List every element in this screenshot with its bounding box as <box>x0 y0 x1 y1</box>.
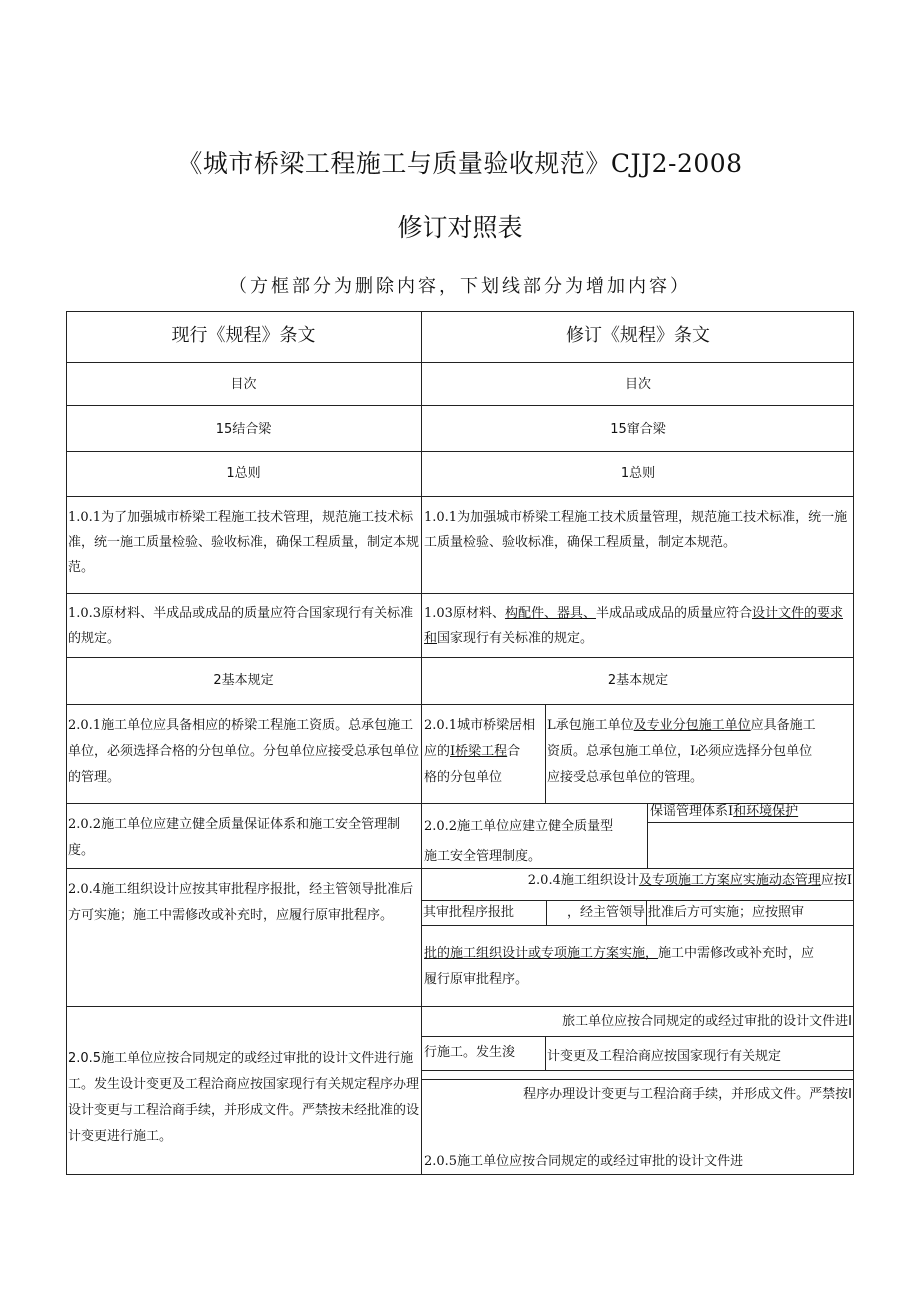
clause-202-revised-bot: 施工安全管理制度。 <box>424 849 542 864</box>
clause-205-revised-line3: 程序办理设计变更与工程洽商手续，并形成文件。严禁按I <box>523 1087 852 1102</box>
text-line: 2.0.1城市桥梁居相 <box>424 718 536 733</box>
table-rule <box>422 1070 854 1071</box>
text-segment: 1.03原材料、 <box>424 606 505 621</box>
text-segment: 2.0.4施工组织设计 <box>527 873 639 888</box>
clause-205-revised-line1: 旅工单位应按合同规定的或经过审批的设计文件进I <box>562 1014 852 1029</box>
clause-101-revised: 1.0.1为加强城市桥梁工程施工技术质量管理，规范施工技术标准，统一施工质量检验、验收标准，确保工程质量，制定本规范。 <box>424 510 848 550</box>
text-segment: L承包施工单位 <box>547 718 634 733</box>
clause-205-current: 2.0.5施工单位应按合同规定的或经过审批的设计文件进行施工。发生设计变更及工程洽商应按国家现行有关规定程序办理设计变更与工程洽商手续，并形成文件。严禁按未经批准的设计变更进行施工。 <box>68 1051 420 1144</box>
document-note: （方框部分为删除内容，下划线部分为增加内容） <box>229 276 691 297</box>
table-rule <box>66 657 854 658</box>
clause-202-revised-top <box>650 800 852 824</box>
chapter1-left: 1总则 <box>226 466 261 481</box>
table-rule <box>66 405 854 406</box>
clause-204-revised-line4: 履行原审批程序。 <box>424 972 529 987</box>
clause-103-revised <box>424 601 852 651</box>
table-rule <box>422 925 854 926</box>
clause-201-revised-b <box>547 713 853 791</box>
row-15-left: 15结合梁 <box>215 422 272 437</box>
clause-204-revised-line2a: 其审批程序报批 <box>423 905 515 920</box>
added-text: 及专业分包施工单位 <box>633 718 751 733</box>
chapter1-right: 1总则 <box>620 466 656 481</box>
table-rule <box>545 704 546 803</box>
text-segment: 国家现行有关标准的规定。 <box>437 631 594 646</box>
clause-202-revised-mid: 2.0.2施工单位应建立健全质量型 <box>424 819 614 834</box>
table-rule <box>422 1036 854 1037</box>
row-15-right: 15窜合梁 <box>610 422 666 437</box>
clause-204-current: 2.0.4施工组织设计应按其审批程序报批，经主管领导批准后方可实施；施工中需修改或补充时，应履行原审批程序。 <box>68 882 414 923</box>
clause-204-revised-line3 <box>424 942 854 966</box>
added-text: I桥梁工程 <box>450 744 508 759</box>
text-segment: 应按I <box>820 873 852 888</box>
table-rule <box>66 362 854 363</box>
text-segment: 应的 <box>424 744 451 759</box>
text-line: 资质。总承包施工单位，I必须应选择分包单位 <box>547 744 813 759</box>
table-rule <box>422 1079 854 1080</box>
added-text: 及专项施工方案应实施动态管理 <box>638 873 821 888</box>
text-segment: 合 <box>507 744 521 759</box>
text-segment: 半成品或成品的质量应符合 <box>595 606 752 621</box>
table-rule <box>66 496 854 497</box>
header-current: 现行《规程》条文 <box>171 325 316 346</box>
table-rule <box>647 803 648 868</box>
table-rule <box>66 704 854 705</box>
toc-left: 目次 <box>230 377 257 392</box>
table-rule <box>546 900 547 925</box>
chapter2-left: 2基本规定 <box>213 673 274 688</box>
clause-205-revised-line2b: 计变更及工程洽商应按国家现行有关规定 <box>547 1049 782 1064</box>
clause-202-current: 2.0.2施工单位应建立健全质量保证体系和施工安全管理制度。 <box>68 817 401 858</box>
clause-204-revised-line1 <box>424 869 852 893</box>
added-text: 和环境保护 <box>733 804 799 819</box>
clause-103-current: 1.0.3原材料、半成品或成品的质量应符合国家现行有关标准的规定。 <box>68 606 414 646</box>
chapter2-right: 2基本规定 <box>607 673 669 688</box>
text-line <box>424 739 544 765</box>
clause-205-revised-line2a: 行施工。发生浚 <box>424 1045 516 1060</box>
table-rule <box>66 451 854 452</box>
document-subtitle: 修订对照表 <box>397 213 523 242</box>
table-rule <box>646 900 647 925</box>
table-rule <box>545 1036 546 1070</box>
document-title: 《城市桥梁工程施工与质量验收规范》CJJ2-2008 <box>177 149 743 178</box>
added-text: 设计文件的要求和 <box>424 606 843 646</box>
text-segment: 保谣管理体系I <box>650 804 734 819</box>
text-line: 格的分包单位 <box>424 770 503 785</box>
text-line: 应接受总承包单位的管理。 <box>547 770 704 785</box>
text-line <box>547 713 853 739</box>
table-rule <box>66 593 854 594</box>
toc-right: 目次 <box>624 377 651 392</box>
text-segment: 应具备施工 <box>750 718 816 733</box>
clause-204-revised-line2b: ，经主管领导 <box>566 905 645 920</box>
clause-201-current: 2.0.1施工单位应具备相应的桥梁工程施工资质。总承包施工单位，必须选择合格的分包单位。分包单位应接受总承包单位的管理。 <box>68 718 420 785</box>
clause-205-revised-line4: 2.0.5施工单位应按合同规定的或经过审批的设计文件进 <box>424 1154 744 1169</box>
added-text: 构配件、器具、 <box>504 606 596 621</box>
added-text: 批的施工组织设计或专项施工方案实施， <box>424 946 659 961</box>
clause-101-current: 1.0.1为了加强城市桥梁工程施工技术管理，规范施工技术标准，统一施工质量检验、验收标准，确保工程质量，制定本规范。 <box>68 510 420 575</box>
text-segment: 施工中需修改或补充时，应 <box>658 946 815 961</box>
clause-201-revised-a <box>424 713 544 791</box>
table-rule <box>66 1006 854 1007</box>
header-revised: 修订《规程》条文 <box>566 325 710 346</box>
clause-204-revised-line2c: 批准后方可实施；应按照审 <box>648 905 805 920</box>
